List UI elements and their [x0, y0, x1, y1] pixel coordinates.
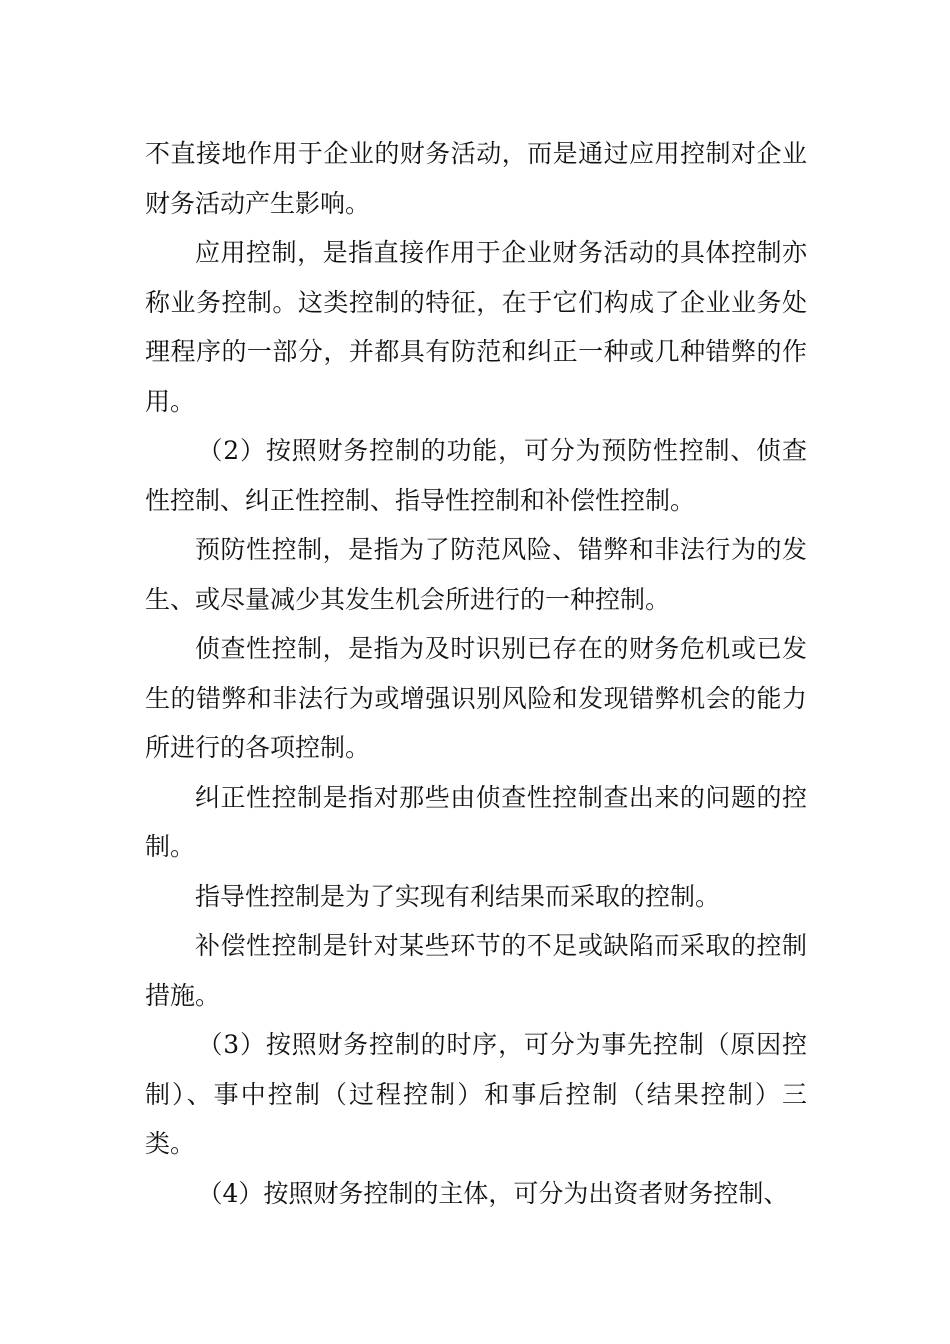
paragraph-corrective-control: 纠正性控制是指对那些由侦查性控制查出来的问题的控制。 [145, 782, 807, 861]
paragraph-compensating-control: 补偿性控制是针对某些环节的不足或缺陷而采取的控制措施。 [145, 931, 807, 1010]
paragraph-preventive-control: 预防性控制，是指为了防范风险、错弊和非法行为的发生、或尽量减少其发生机会所进行的一种控制。 [145, 535, 807, 614]
document-body [145, 129, 807, 1218]
paragraph-classification-by-timing: （3）按照财务控制的时序，可分为事先控制（原因控制）、事中控制（过程控制）和事后控制（结果控制）三类。 [145, 1030, 807, 1158]
paragraph-directive-control: 指导性控制是为了实现有利结果而采取的控制。 [195, 881, 721, 911]
paragraph-continuation: 不直接地作用于企业的财务活动，而是通过应用控制对企业财务活动产生影响。 [145, 139, 807, 218]
paragraph-classification-by-subject: （4）按照财务控制的主体，可分为出资者财务控制、 [197, 1178, 789, 1208]
paragraph-application-control: 应用控制，是指直接作用于企业财务活动的具体控制亦称业务控制。这类控制的特征，在于它们构成了企业业务处理程序的一部分，并都具有防范和纠正一种或几种错弊的作用。 [145, 238, 807, 416]
paragraph-classification-by-function: （2）按照财务控制的功能，可分为预防性控制、侦查性控制、纠正性控制、指导性控制和补偿性控制。 [145, 436, 807, 515]
paragraph-detective-control: 侦查性控制，是指为及时识别已存在的财务危机或已发生的错弊和非法行为或增强识别风险和发现错弊机会的能力所进行的各项控制。 [145, 634, 807, 762]
